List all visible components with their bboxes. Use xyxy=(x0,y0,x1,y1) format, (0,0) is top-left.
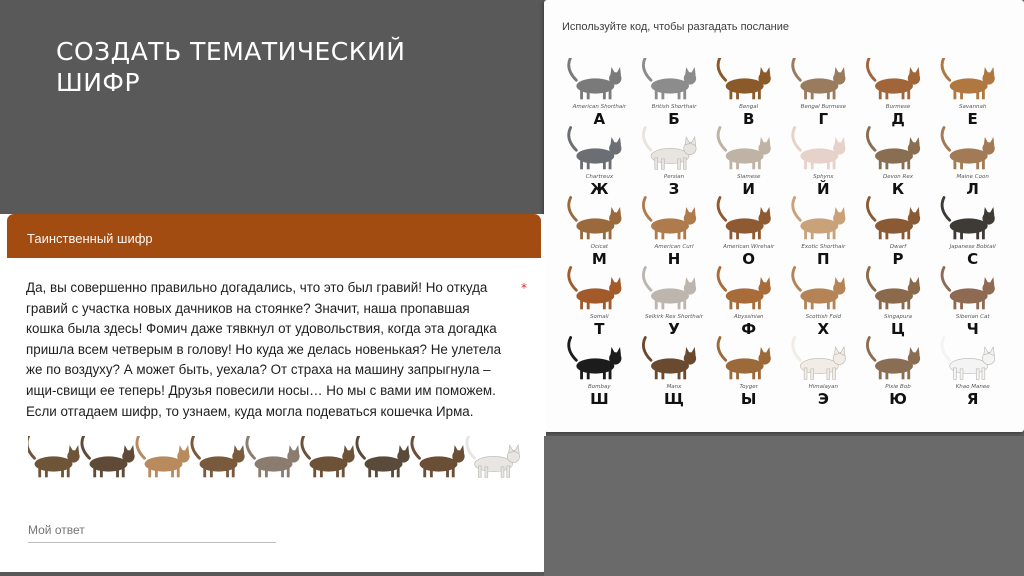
cipher-letter: Ы xyxy=(740,390,757,408)
cat-12 xyxy=(942,128,995,170)
cipher-letter: Л xyxy=(966,180,979,198)
story-line: ищи-свищи ее теперь! Друзья повесили носы… Но мы с вами им поможем. xyxy=(26,382,496,398)
strip-cat-6 xyxy=(302,436,355,477)
strip-cat-1 xyxy=(28,436,80,477)
breed-label: Scottish Fold xyxy=(805,314,842,320)
cipher-letter: С xyxy=(967,250,979,268)
cat-1 xyxy=(569,58,622,99)
story-text xyxy=(26,278,516,422)
cipher-letter: Й xyxy=(817,180,830,198)
cat-20 xyxy=(643,268,696,310)
breed-label: Selkirk Rex Shorthair xyxy=(645,314,703,320)
cipher-cat-strip xyxy=(28,436,523,488)
cipher-letter: П xyxy=(817,250,830,268)
cat-23 xyxy=(867,268,920,310)
breed-label: Somali xyxy=(590,314,609,320)
cipher-key-card xyxy=(544,0,1024,432)
cat-18 xyxy=(942,198,995,240)
cipher-letter: Е xyxy=(967,110,978,128)
strip-cat-7 xyxy=(357,436,410,477)
story-line: кошка была здесь! Фомич даже тявкнул от удовольствия, когда эта догадка xyxy=(26,321,497,337)
breed-label: Toyger xyxy=(739,384,758,390)
cipher-letter: Я xyxy=(966,390,979,408)
cipher-letter: Ц xyxy=(891,320,905,338)
cat-30 xyxy=(942,338,995,380)
cipher-letter: Ф xyxy=(741,320,757,338)
strip-cat-2 xyxy=(82,436,135,477)
cipher-letter: Ю xyxy=(889,390,907,408)
breed-label: Sphynx xyxy=(813,174,834,180)
breed-label: Devon Rex xyxy=(883,174,913,180)
breed-label: Siamese xyxy=(736,174,761,180)
cipher-caption: Используйте код, чтобы разгадать послание xyxy=(562,21,790,33)
breed-label: American Curl xyxy=(654,244,694,250)
cat-17 xyxy=(867,198,920,240)
breed-label: American Shorthair xyxy=(572,104,626,110)
story-line: гравий с участка новых дачников на стоянке? Значит, наша пропавшая xyxy=(26,300,470,316)
form-header xyxy=(7,214,541,258)
cipher-letter: Д xyxy=(891,110,905,128)
form-title: Таинственный шифр xyxy=(27,231,153,246)
breed-label: Bengal xyxy=(739,104,759,110)
breed-label: Bombay xyxy=(588,384,611,390)
cat-19 xyxy=(569,268,622,310)
story-line: Да, вы совершенно правильно догадались, что это был гравий! Но откуда xyxy=(26,280,488,295)
cipher-letter: А xyxy=(593,110,606,128)
cat-9 xyxy=(718,128,771,170)
strip-cat-4 xyxy=(192,436,245,477)
cat-25 xyxy=(569,338,622,380)
slide-title xyxy=(56,36,476,98)
breed-label: British Shorthair xyxy=(651,104,697,110)
breed-label: Savannah xyxy=(959,104,987,110)
breed-label: Maine Coon xyxy=(956,174,989,180)
cat-29 xyxy=(867,338,920,380)
strip-cat-3 xyxy=(137,436,190,477)
story-line: Если отгадаем шифр, то узнаем, куда могла подеваться кошечка Ирма. xyxy=(26,403,474,419)
breed-label: Singapura xyxy=(884,314,912,320)
cipher-letter: Х xyxy=(817,320,830,338)
cat-14 xyxy=(643,198,696,240)
cat-7 xyxy=(569,128,622,170)
strip-cat-5 xyxy=(247,436,300,477)
breed-label: American Wirehair xyxy=(723,244,775,250)
form-question-card xyxy=(0,214,546,572)
cipher-letter: Щ xyxy=(664,390,684,408)
story-line: пришла всем четверым в голову! Но куда же делась новенькая? Не улетела xyxy=(26,341,502,357)
cipher-letter: Т xyxy=(594,320,605,338)
cat-2 xyxy=(643,58,696,99)
cipher-letter: Ш xyxy=(590,390,609,408)
slide-title-line-1: СОЗДАТЬ ТЕМАТИЧЕСКИЙ xyxy=(56,37,406,66)
cat-8 xyxy=(643,128,696,170)
breed-label: Ocicat xyxy=(590,244,609,250)
cipher-letter: М xyxy=(591,250,607,268)
breed-label: Siberian Cat xyxy=(955,314,990,320)
cat-4 xyxy=(793,58,846,99)
cipher-letter: В xyxy=(742,110,755,128)
cipher-letter: Г xyxy=(818,110,829,128)
cipher-letter: Э xyxy=(817,390,829,408)
story-line: же по воздуху? А может быть, уехала? От страха на машину запрыгнула – xyxy=(26,362,491,378)
cat-5 xyxy=(867,58,920,99)
cipher-letter: Н xyxy=(667,250,681,268)
cat-10 xyxy=(793,128,846,170)
slide-title-line-2: ШИФР xyxy=(56,68,141,97)
answer-input[interactable] xyxy=(28,518,276,543)
breed-label: Manx xyxy=(666,384,682,390)
cat-3 xyxy=(718,58,771,99)
strip-cat-9 xyxy=(467,436,520,477)
cat-11 xyxy=(867,128,920,170)
breed-label: Exotic Shorthair xyxy=(801,244,846,250)
cipher-letter: Ч xyxy=(966,320,979,338)
cat-6 xyxy=(942,58,995,99)
cat-16 xyxy=(793,198,846,240)
cat-21 xyxy=(718,268,771,310)
cat-27 xyxy=(718,338,771,380)
cat-13 xyxy=(569,198,622,240)
breed-label: Persian xyxy=(663,174,685,180)
cipher-letter: Р xyxy=(892,250,904,268)
breed-label: Pixie Bob xyxy=(885,384,911,390)
breed-label: Japanese Bobtail xyxy=(949,244,996,250)
breed-label: Himalayan xyxy=(808,384,839,390)
strip-cat-8 xyxy=(412,436,465,477)
cat-22 xyxy=(793,268,846,310)
required-asterisk: * xyxy=(521,281,527,295)
cipher-letter: З xyxy=(668,180,680,198)
breed-label: Khao Manee xyxy=(955,384,990,390)
background-panel xyxy=(544,436,1024,576)
breed-label: Burmese xyxy=(885,104,911,110)
cat-15 xyxy=(718,198,771,240)
breed-label: Chartreux xyxy=(585,174,614,180)
cat-28 xyxy=(793,338,846,380)
cat-26 xyxy=(643,338,696,380)
breed-label: Abyssinian xyxy=(733,314,764,320)
cipher-letter: Ж xyxy=(590,180,609,198)
breed-label: Dwarf xyxy=(889,244,907,250)
breed-label: Bengal Burmese xyxy=(800,104,846,110)
cipher-letter: У xyxy=(668,320,680,338)
cipher-key-grid xyxy=(562,58,1010,408)
cipher-letter: И xyxy=(742,180,755,198)
cipher-letter: Б xyxy=(668,110,680,128)
cat-24 xyxy=(942,268,995,310)
cipher-letter: К xyxy=(891,180,905,198)
cipher-letter: О xyxy=(742,250,756,268)
